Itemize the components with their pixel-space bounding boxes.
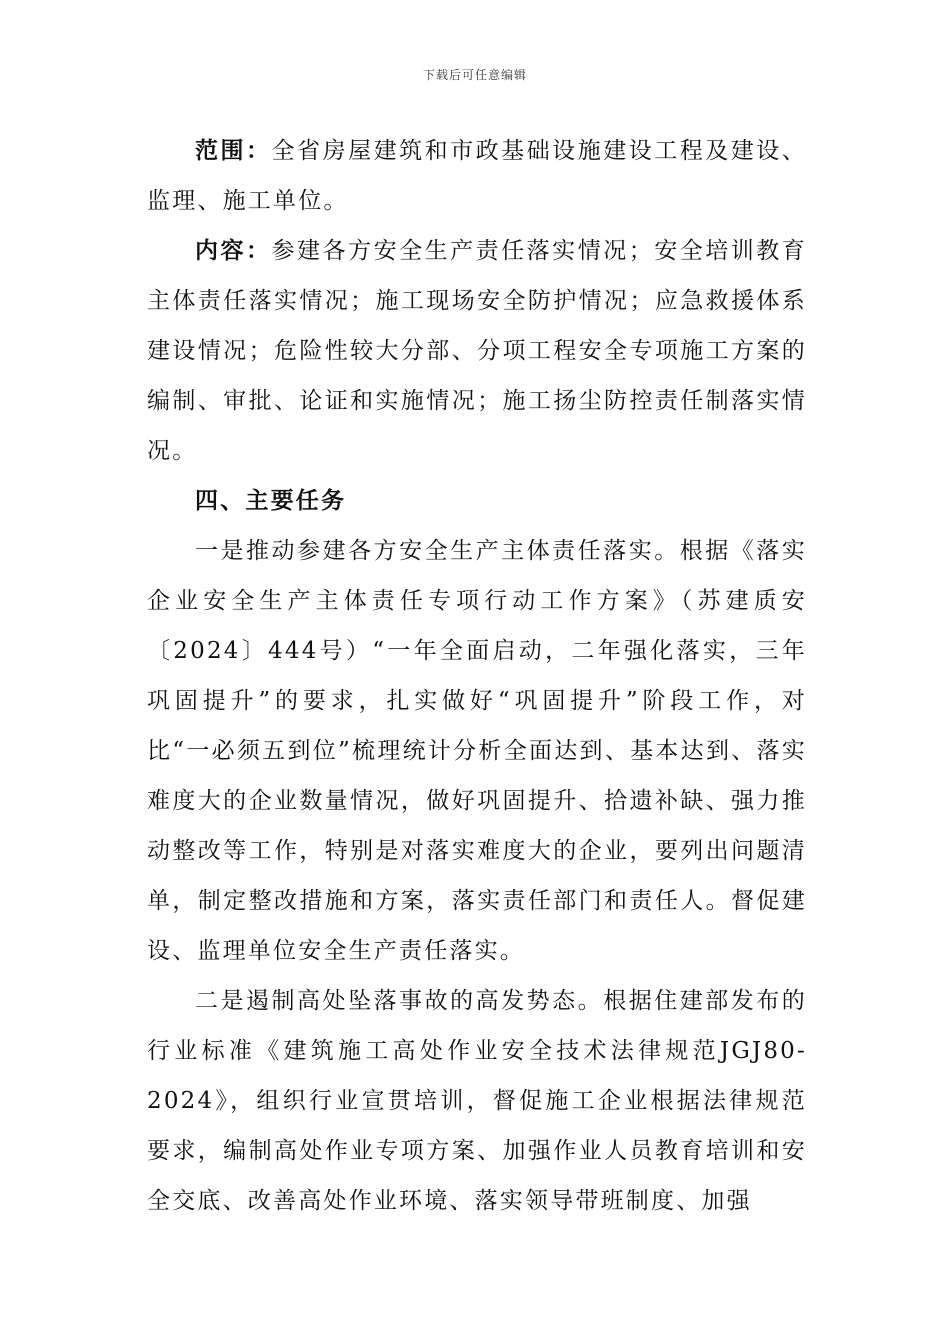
task-two-paragraph [147, 976, 807, 1226]
task-one-lead: 一是推动参建各方安全生产主体责任落实。 [195, 538, 680, 564]
scope-paragraph [147, 126, 807, 226]
task-two-text: 根据住建部发布的行业标准《建筑施工高处作业安全技术法律规范JGJ80-2024》，组织行业宣贯培训，督促施工企业根据法律规范要求，编制高处作业专项方案、加强作业人员教育培训和安全交底、改善高处作业环境、落实领导带班制度、加强 [147, 988, 807, 1214]
task-two-lead: 二是遏制高处坠落事故的高发势态。 [195, 988, 604, 1014]
scope-text: 全省房屋建筑和市政基础设施建设工程及建设、监理、施工单位。 [147, 138, 807, 214]
section-heading: 四、主要任务 [195, 488, 347, 514]
document-body [147, 126, 807, 1226]
content-paragraph [147, 226, 807, 476]
task-one-text: 根据《落实企业安全生产主体责任专项行动工作方案》（苏建质安〔2024〕444号）“一年全面启动，二年强化落实，三年巩固提升”的要求，扎实做好“巩固提升”阶段工作，对比“一必须五到位”梳理统计分析全面达到、基本达到、落实难度大的企业数量情况，做好巩固提升、拾遗补缺、强力推动整改等工作，特别是对落实难度大的企业，要列出问题清单，制定整改措施和方案，落实责任部门和责任人。督促建设、监理单位安全生产责任落实。 [147, 538, 807, 964]
scope-label: 范围： [195, 138, 272, 164]
task-one-paragraph [147, 526, 807, 976]
page-header: 下载后可任意编辑 [422, 68, 527, 82]
content-text: 参建各方安全生产责任落实情况；安全培训教育主体责任落实情况；施工现场安全防护情况；应急救援体系建设情况；危险性较大分部、分项工程安全专项施工方案的编制、审批、论证和实施情况；施工扬尘防控责任制落实情况。 [147, 238, 807, 464]
content-label: 内容： [195, 238, 272, 264]
